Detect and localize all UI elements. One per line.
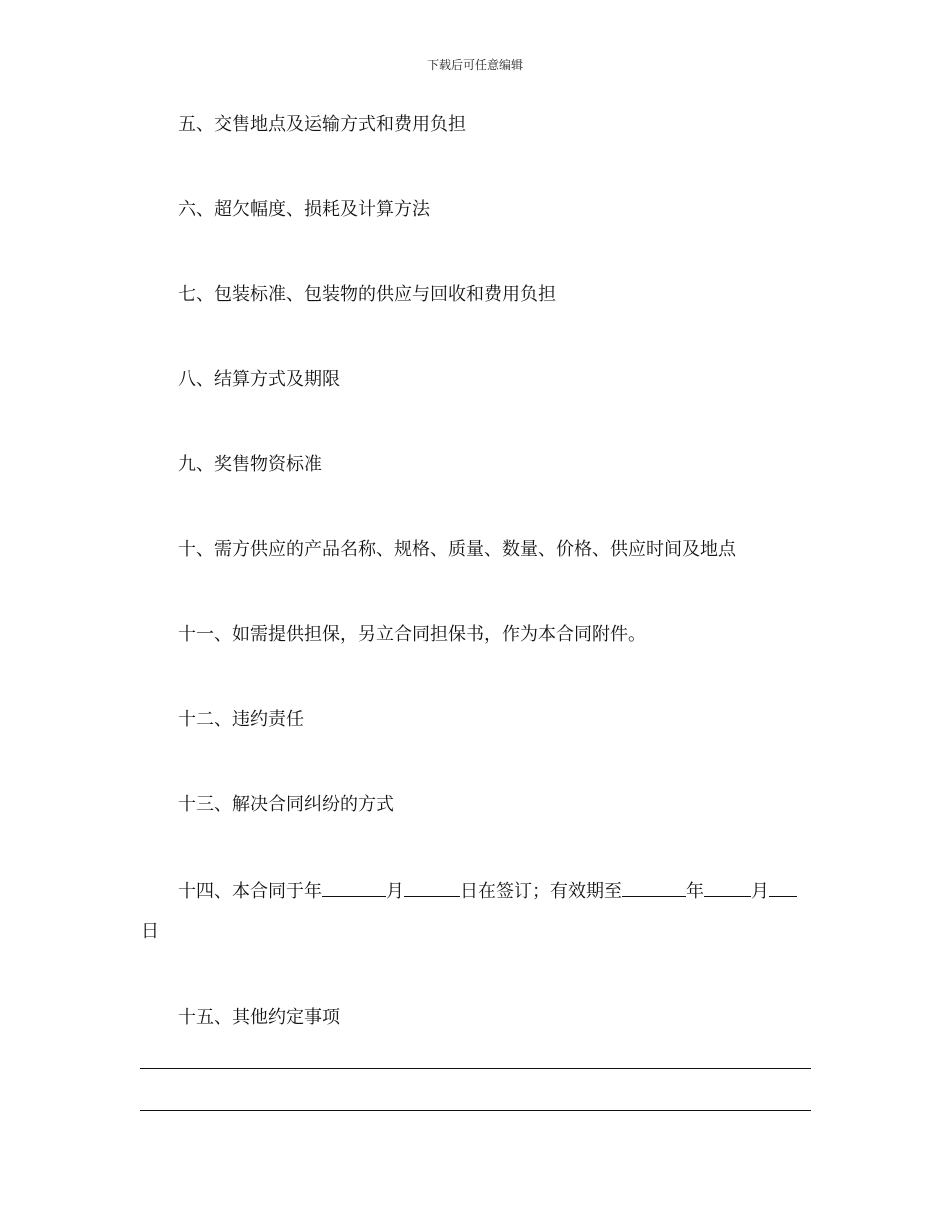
blank-valid-day[interactable] <box>769 878 797 897</box>
clause-13: 十三、解决合同纠纷的方式 <box>178 794 394 815</box>
clause-8: 八、结算方式及期限 <box>178 369 340 390</box>
clause-14-part5: 月 <box>751 881 769 902</box>
clause-5: 五、交售地点及运输方式和费用负担 <box>178 114 466 135</box>
clause-15: 十五、其他约定事项 <box>178 1007 340 1028</box>
clause-9: 九、奖售物资标准 <box>178 454 322 475</box>
blank-sign-day[interactable] <box>404 878 460 897</box>
blank-sign-month[interactable] <box>322 878 386 897</box>
page-header: 下载后可任意编辑 <box>426 58 523 72</box>
fill-in-line-1[interactable] <box>140 1068 811 1069</box>
clause-10: 十、需方供应的产品名称、规格、质量、数量、价格、供应时间及地点 <box>178 539 736 560</box>
clause-14-continuation: 日 <box>141 921 159 942</box>
fill-in-line-2[interactable] <box>140 1110 811 1111</box>
clause-14-part3: 日在签订；有效期至 <box>460 881 622 902</box>
clause-12: 十二、违约责任 <box>178 709 304 730</box>
clause-14-part1: 十四、本合同于年 <box>178 881 322 902</box>
clause-6: 六、超欠幅度、损耗及计算方法 <box>178 199 430 220</box>
blank-valid-year[interactable] <box>622 878 686 897</box>
clause-11: 十一、如需提供担保，另立合同担保书，作为本合同附件。 <box>178 624 646 645</box>
clause-7: 七、包装标准、包装物的供应与回收和费用负担 <box>178 284 556 305</box>
clause-14 <box>178 878 797 904</box>
clause-14-part2: 月 <box>386 881 404 902</box>
clause-14-part4: 年 <box>686 881 704 902</box>
blank-valid-month[interactable] <box>704 878 751 897</box>
